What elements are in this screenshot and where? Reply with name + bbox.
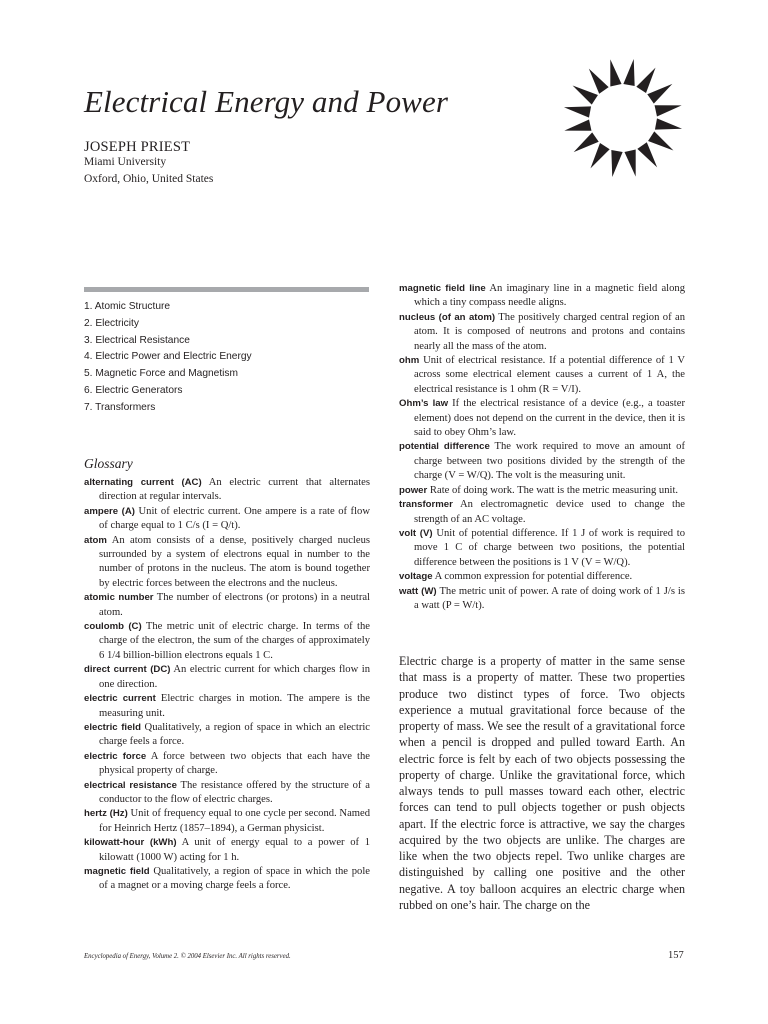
glossary-term: atom (84, 534, 107, 546)
glossary-definition: A common expression for potential difference. (434, 571, 633, 583)
glossary-term: Ohm’s law (399, 398, 449, 410)
sun-ray (624, 150, 635, 177)
sun-ray (623, 59, 634, 86)
article-body-paragraph: Electric charge is a property of matter in the same sense that mass is a property of matter. These two properties produce two distinct types of force. Two objects experience a mutual gravitational force because of the property of mass. We see the result of a gravitational force when a pencil is dropped and pulled toward Earth. An electric force is felt by each of two objects possessing the property of charge. Unlike the gravitational force, which always tends to pull masses toward each other, electric forces can tend to pull objects together or push objects apart. If the electric force is attractive, we say the charges acquired by the two objects are unlike. The charges are like when the two objects repel. Two unlike charges are distinguished by calling one positive and the other negative. A toy balloon acquires an electric charge when rubbed on one’s hair. The charge on the (399, 654, 685, 912)
glossary-entry (84, 476, 370, 505)
glossary-definition: An electric current for which charges flow in one direction. (99, 664, 370, 690)
glossary-term: atomic number (84, 592, 154, 604)
glossary-entry (399, 397, 685, 440)
glossary-entry (84, 721, 370, 750)
outline-item[interactable]: 2. Electricity (84, 317, 139, 329)
glossary-list-left (84, 476, 370, 894)
outline-item[interactable]: 7. Transformers (84, 401, 156, 413)
sun-ray (648, 131, 673, 150)
glossary-definition: An electromagnetic device used to change the strength of an AC voltage. (414, 499, 685, 525)
glossary-definition: The resistance offered by the structure of a conductor to the flow of electric charges. (99, 779, 370, 805)
sun-ray (610, 59, 621, 86)
glossary-definition: Rate of doing work. The watt is the metric measuring unit. (429, 484, 679, 496)
glossary-entry (84, 836, 370, 865)
article-outline (84, 299, 252, 417)
glossary-definition: Unit of electrical resistance. If a potential difference of 1 V across some electrical element causes a current of 1 A, the electrical resistance is 1 ohm (R = V/I). (414, 355, 685, 395)
glossary-term: watt (W) (399, 585, 437, 597)
glossary-entry (399, 570, 685, 584)
glossary-term: alternating current (AC) (84, 477, 202, 488)
glossary-definition: The number of electrons (or protons) in a neutral atom. (99, 592, 370, 618)
glossary-term: voltage (399, 571, 433, 583)
sun-ray (590, 143, 609, 168)
glossary-term: hertz (Hz) (84, 808, 128, 820)
sun-ray (573, 85, 598, 104)
outline-item[interactable]: 1. Atomic Structure (84, 301, 171, 312)
sun-ray (647, 84, 672, 104)
sun-ray (589, 69, 609, 94)
page-number: 157 (668, 950, 684, 961)
sun-ray (611, 150, 622, 177)
glossary-term: electrical resistance (84, 779, 177, 791)
glossary-term: electric field (84, 721, 141, 733)
glossary-entry (84, 692, 370, 721)
glossary-term: magnetic field (84, 865, 150, 877)
outline-item[interactable]: 3. Electrical Resistance (84, 334, 190, 346)
glossary-entry (399, 440, 685, 483)
glossary-definition: The metric unit of electric charge. In terms of the charge of the electron, the sum of the charges of approximately 6 1/4 billion-billion electrons equals 1 C. (99, 621, 370, 661)
glossary-definition: If the electrical resistance of a device (e.g., a toaster element) does not depend on the current in the device, then it is said to obey Ohm’s law. (414, 398, 685, 439)
glossary-term: power (399, 484, 428, 496)
sun-icon (562, 57, 684, 179)
outline-item[interactable]: 6. Electric Generators (84, 384, 183, 396)
affiliation-institution: Miami University (84, 156, 167, 168)
glossary-term: ohm (399, 355, 420, 367)
glossary-entry (399, 498, 685, 527)
section-divider (84, 287, 369, 292)
glossary-term: kilowatt-hour (kWh) (84, 837, 177, 849)
sun-ray (655, 105, 682, 116)
glossary-definition: An electric current that alternates direction at regular intervals. (99, 477, 370, 503)
glossary-entry (84, 534, 370, 592)
glossary-term: volt (V) (399, 527, 433, 539)
footer-citation: Encyclopedia of Energy, Volume 2. © 2004 Elsevier Inc. All rights reserved. (84, 953, 291, 960)
glossary-entry (84, 663, 370, 692)
glossary-term: coulomb (C) (84, 621, 142, 633)
glossary-definition: A unit of energy equal to a power of 1 kilowatt (1000 W) acting for 1 h. (99, 837, 370, 863)
sun-ray (636, 68, 655, 93)
glossary-definition: Electric charges in motion. The ampere is the measuring unit. (99, 693, 371, 719)
glossary-term: electric current (84, 693, 156, 705)
glossary-definition: The positively charged central region of an atom. It is composed of neutrons and protons and contains nearly all the mass of the atom. (414, 311, 685, 352)
glossary-entry (84, 620, 370, 663)
glossary-term: ampere (A) (84, 505, 135, 517)
glossary-definition: The metric unit of power. A rate of doing work of 1 J/s is a watt (P = W/t). (414, 585, 685, 611)
glossary-definition: Qualitatively, a region of space in which an electric charge feels a force. (99, 721, 370, 748)
glossary-term: potential difference (399, 441, 490, 453)
glossary-term: transformer (399, 499, 453, 511)
article-title: Electrical Energy and Power (84, 84, 448, 119)
glossary-definition: The work required to move an amount of charge between two positions divided by the strength of the charge (V = W/Q). The volt is the measuring unit. (414, 441, 685, 482)
sun-ray (564, 119, 591, 130)
glossary-definition: Qualitatively, a region of space in which the pole of a magnet or a moving charge feels a force. (99, 865, 370, 892)
glossary-entry (84, 750, 370, 779)
glossary-entry (399, 484, 685, 498)
glossary-entry (399, 282, 685, 311)
glossary-term: magnetic field line (399, 283, 486, 294)
glossary-entry (399, 585, 685, 614)
outline-item[interactable]: 4. Electric Power and Electric Energy (84, 351, 252, 363)
glossary-entry (399, 354, 685, 397)
glossary-entry (399, 527, 685, 570)
glossary-term: electric force (84, 750, 147, 762)
glossary-definition: An imaginary line in a magnetic field along which a tiny compass needle aligns. (414, 283, 685, 309)
glossary-entry (399, 311, 685, 354)
glossary-entry (84, 591, 370, 620)
glossary-entry (84, 505, 370, 534)
outline-item[interactable]: 5. Magnetic Force and Magnetism (84, 368, 239, 380)
glossary-entry (84, 865, 370, 894)
glossary-definition: Unit of potential difference. If 1 J of work is required to move 1 C of charge between two positions, the potential difference between the positions is 1 V (V = W/Q). (414, 527, 685, 568)
sun-ray (655, 118, 682, 129)
glossary-definition: A force between two objects that each have the physical property of charge. (99, 750, 370, 777)
glossary-definition: An atom consists of a dense, positively charged nucleus surrounded by a system of electrons equal in number to the number of protons in the nucleus. The atom is bound together by electric forces between the electrons and the nucleus. (99, 534, 370, 589)
glossary-entry (84, 807, 370, 836)
glossary-list-right (399, 282, 685, 613)
glossary-term: direct current (DC) (84, 664, 171, 676)
glossary-entry (84, 779, 370, 808)
author-name: JOSEPH PRIEST (84, 139, 191, 155)
glossary-definition: Unit of electric current. One ampere is a rate of flow of charge equal to 1 C/s (I = Q/t). (99, 505, 370, 532)
glossary-definition: Unit of frequency equal to one cycle per second. Named for Heinrich Hertz (1857–1894), a German physicist. (99, 808, 371, 834)
glossary-term: nucleus (of an atom) (399, 311, 496, 323)
sun-ray (637, 142, 657, 167)
sun-ray (574, 132, 599, 152)
affiliation-location: Oxford, Ohio, United States (84, 173, 214, 185)
glossary-heading: Glossary (84, 456, 133, 471)
sun-ray (564, 106, 591, 117)
